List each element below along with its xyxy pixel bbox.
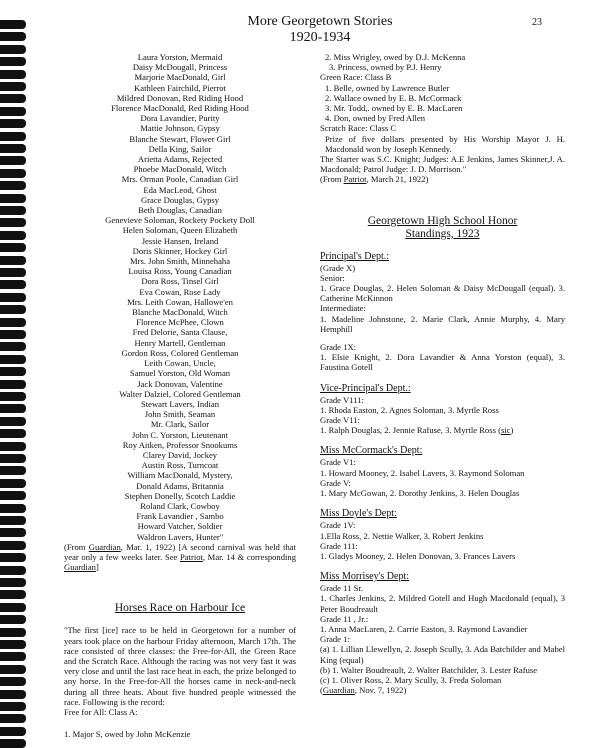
grade-ix-label: Grade 1X:	[320, 342, 357, 353]
costume-entry: Jessie Hansen, Ireland	[141, 235, 219, 246]
binding-ring	[0, 491, 26, 500]
source-pre: (From	[64, 541, 89, 552]
binding-ring	[0, 305, 26, 314]
page-title	[190, 14, 450, 46]
class-b-item: 3. Mr. Todd,. owned by E. B. MacLaren	[325, 103, 463, 114]
binding-ring	[0, 243, 26, 252]
costume-entry: Leith Cowan, Uncle,	[144, 358, 216, 369]
costume-entry: Frank Lavandier , Sambo	[136, 511, 224, 522]
costume-entry: Roland Clark, Cowboy	[140, 500, 220, 511]
binding-ring	[0, 70, 26, 79]
binding-ring	[0, 541, 26, 550]
binding-ring	[0, 640, 26, 649]
binding-ring	[0, 677, 26, 686]
costume-entry: Dora Ross, Tinsel Girl	[141, 276, 219, 287]
binding-ring	[0, 218, 26, 227]
costume-entry: Samuel Yorston, Old Woman	[129, 368, 231, 379]
morrisey-line: Grade 11 Sr.	[320, 583, 363, 594]
sic-close: )	[510, 425, 514, 436]
costume-entry: Florence MacDonald, Red Riding Hood	[111, 103, 249, 114]
honor-source	[320, 685, 565, 695]
costume-entry: Eda MacLeod, Ghost	[143, 184, 217, 195]
vice-principal-dept-lines	[320, 395, 565, 436]
honor-title-line-2: Standings, 1923	[405, 227, 480, 240]
principal-line: Intermediate:	[320, 303, 366, 314]
binding-ring	[0, 45, 26, 54]
binding-ring	[0, 256, 26, 265]
principal-line: (Grade X)	[320, 262, 356, 273]
vice-line	[320, 415, 565, 425]
race-source-pre: (From	[320, 174, 344, 185]
morrisey-line: Grade 1:	[320, 634, 350, 645]
binding-ring	[0, 466, 26, 475]
costume-entry: Della King, Sailor	[148, 143, 212, 154]
binding-ring	[0, 330, 26, 339]
mccormack-line: 1. Howard Mooney, 2. Isabel Lavers, 3. Raymond Soloman	[320, 467, 525, 478]
binding-ring	[0, 603, 26, 612]
source-mid2: , Mar. 14 & corresponding	[202, 551, 296, 562]
binding-ring	[0, 504, 26, 513]
binding-ring	[0, 380, 26, 389]
class-a-item-2: 2. Miss Wrigley, owed by D.J. McKenna	[325, 52, 466, 62]
costume-entry: Mrs. Leith Cowan, Hallowe'en	[127, 296, 233, 307]
costume-entry: Genevieve Soloman, Rockety Pockety Doll	[105, 215, 255, 226]
page-title-line-1: More Georgetown Stories	[247, 14, 393, 29]
binding-ring	[0, 392, 26, 401]
vice-line-text: 1. Ralph Douglas, 2. Jennie Rafuse, 3. Myrtle Ross (	[320, 425, 501, 436]
binding-ring	[0, 578, 26, 587]
mccormack-line: Grade V:	[320, 477, 351, 488]
race-source-patriot: Patriot	[343, 174, 367, 185]
binding-ring	[0, 132, 26, 141]
costume-entry: Walter Dalziel, Colored Gentleman	[119, 388, 241, 399]
binding-ring	[0, 206, 26, 215]
binding-ring	[0, 727, 26, 736]
morrisey-dept-title: Miss Morrisey's Dept:	[320, 571, 410, 583]
carnival-source-note	[64, 542, 296, 573]
costume-entry: Louisa Ross, Young Canadian	[128, 266, 232, 277]
honor-source-pre: (	[320, 685, 323, 696]
costume-entry: Dora Lavandier, Purity	[140, 113, 220, 124]
costume-entry: Mrs. Orman Poole, Canadian Girl	[121, 174, 239, 185]
costume-entry: Stewart Lavers, Indian	[140, 398, 220, 409]
costume-entry: William MacDonald, Mystery,	[127, 470, 233, 481]
costume-entry: Doris Skinner, Hockey Girl	[132, 245, 228, 256]
binding-ring	[0, 32, 26, 41]
costume-entry: Blanche Stewart, Flower Girl	[129, 133, 231, 144]
costume-entry: Daisy McDougall, Princess	[132, 62, 228, 73]
binding-ring	[0, 702, 26, 711]
mccormack-line: 1. Mary McGowan, 2. Dorothy Jenkins, 3. Helen Douglas	[320, 488, 520, 499]
morrisey-line: (c) 1. Oliver Ross, 2. Mary Scully, 3. Freda Soloman	[320, 674, 502, 685]
costume-entry: Clarey David, Jockey	[142, 449, 218, 460]
binding-ring	[0, 194, 26, 203]
costume-entry: Helen Soloman, Queen Elizabeth	[122, 225, 238, 236]
binding-ring	[0, 82, 26, 91]
costume-entry: Howard Vatcher, Soldier	[137, 521, 223, 532]
morrisey-line: (a) 1. Lillian Llewellyn, 2. Joseph Scully, 3. Ada Batchilder and Mabel King (equal)	[320, 644, 565, 665]
page-number: 23	[532, 17, 542, 28]
binding-ring	[0, 566, 26, 575]
class-a-item-3: 3. Princess, owned by P.J. Henry	[329, 62, 442, 73]
binding-ring	[0, 169, 26, 178]
costume-entry: Waldron Lavers, Hunter"	[136, 531, 224, 542]
binding-ring	[0, 553, 26, 562]
vice-line	[320, 395, 565, 405]
morrisey-line: (b) 1. Walter Boudreault, 2. Walter Batchilder, 3. Lester Rafuse	[320, 664, 538, 675]
costume-entry: Blanche MacDonald, Witch	[132, 307, 228, 318]
binding-ring	[0, 739, 26, 748]
source-guardian: Guardian	[88, 541, 121, 552]
costume-entry: Florence McPhee, Clown	[136, 317, 224, 328]
costume-entry: Gordon Ross, Colored Gentleman	[121, 347, 239, 358]
source-mid: , Mar. 1, 1922) [A second carnival was held that year only a few weeks later. See	[64, 541, 296, 562]
principal-dept-title: Principal's Dept.:	[320, 250, 390, 262]
costume-entry: Donald Adams, Britannia	[136, 480, 224, 491]
starter-text: The Starter was S.C. Knight; Judges: A.E Jenkins, James Skinner,J. A. Macdonald; Patrol Judge: J. D. Morrison."	[320, 154, 565, 175]
binding-ring	[0, 615, 26, 624]
doyle-line: Grade 111:	[320, 540, 358, 551]
race-source-post: , March 21, 1922)	[366, 174, 429, 185]
binding-ring	[0, 652, 26, 661]
binding-ring	[0, 404, 26, 413]
class-b-list	[320, 83, 565, 124]
costume-entry: Kathleen Fairchild, Pierrot	[134, 82, 226, 93]
binding-ring	[0, 714, 26, 723]
class-a-label: Free for All: Class A:	[64, 706, 138, 717]
binding-ring	[0, 280, 26, 289]
costume-entry: Mattie Johnson, Gypsy	[140, 123, 220, 134]
class-b-item: 4. Don, owned by Fred Allen	[325, 113, 426, 124]
principal-line: Senior:	[320, 272, 345, 283]
binding-ring	[0, 20, 26, 29]
morrisey-dept-lines	[320, 583, 565, 685]
class-b-label: Green Race: Class B	[320, 72, 392, 83]
mccormack-line: Grade V1:	[320, 457, 356, 468]
binding-ring	[0, 429, 26, 438]
binding-ring	[0, 479, 26, 488]
spiral-binding	[0, 0, 26, 746]
costume-entry: Mrs. John Smith, Minnehaha	[129, 256, 231, 267]
doyle-dept-title: Miss Doyle's Dept:	[320, 508, 397, 520]
vice-line-text: Grade V111:	[320, 394, 364, 405]
binding-ring	[0, 144, 26, 153]
source-guardian-2: Guardian	[64, 562, 96, 573]
binding-ring	[0, 355, 26, 364]
honor-source-post: , Nov. 7, 1922)	[354, 685, 407, 696]
class-b-item: 1. Belle, owned by Lawrence Butler	[325, 82, 450, 93]
vice-principal-dept-title: Vice-Principal's Dept.:	[320, 382, 411, 394]
costume-entry: Eva Cowan, Rose Lady	[139, 286, 221, 297]
costume-entry: Grace Douglas, Gypsy	[140, 194, 220, 205]
binding-ring	[0, 516, 26, 525]
binding-ring	[0, 590, 26, 599]
binding-ring	[0, 417, 26, 426]
binding-ring	[0, 690, 26, 699]
binding-ring	[0, 268, 26, 277]
binding-ring	[0, 181, 26, 190]
horses-race-text: "The first [ice] race to be held in Georgetown for a number of years took place on the harbour Friday afternoon, March 17th. The race consisted of three classes: the Free-for-All, the Green Race and the Scratch Race. Although the racing was not very fast it was very close and until the last race heat in each, the prize belonged to any horse. In the Free-for-All the horses came in neck-and-neck during all three heats. About five hundred people witnessed the race. Following is the record:	[64, 625, 296, 707]
doyle-dept-lines	[320, 520, 565, 561]
principal-line: 1. Grace Douglas, 2. Helen Soloman & Daisy McDougall (equal). 3. Catherine McKinnon	[320, 283, 565, 304]
race-source	[320, 174, 565, 184]
binding-ring	[0, 119, 26, 128]
costume-entry: Phoebe MacDonald, Witch	[133, 164, 227, 175]
binding-ring	[0, 454, 26, 463]
source-patriot: Patriot	[179, 551, 203, 562]
binding-ring	[0, 442, 26, 451]
costume-entry: Arietta Adams, Rejected	[137, 154, 223, 165]
right-column	[320, 52, 565, 695]
binding-ring	[0, 665, 26, 674]
costume-entry: Austin Ross, Turncoat	[141, 460, 219, 471]
honor-standings-title	[320, 215, 565, 241]
mccormack-dept-title: Miss McCormack's Dept:	[320, 445, 423, 457]
principal-line: 1. Madeline Johnstone, 2. Marie Clark, Annie Murphy, 4. Mary Hemphill	[320, 313, 565, 334]
binding-ring	[0, 156, 26, 165]
class-c-label: Scratch Race: Class C	[320, 123, 397, 134]
left-column	[64, 52, 296, 739]
binding-ring	[0, 231, 26, 240]
horses-race-title: Horses Race on Harbour Ice	[114, 602, 246, 615]
doyle-line: 1.Ella Ross, 2. Nettie Walker, 3. Robert Jenkins	[320, 530, 484, 541]
costume-entry: Mr. Clark, Sailor	[150, 419, 210, 430]
costume-entry: Fred Delorie, Santa Clause,	[132, 327, 228, 338]
costume-entry: Henry Martell, Gentleman	[134, 337, 226, 348]
costume-entry: Roy Aitken, Professor Snookums	[122, 439, 238, 450]
doyle-line: Grade 1V:	[320, 520, 356, 531]
sic-mark: sic	[500, 425, 511, 436]
costume-entry: John Smith, Seaman	[144, 409, 216, 420]
costume-entry: Laura Yorston, Mermaid	[137, 52, 223, 62]
costume-entry: Marjorie MacDonald, Girl	[134, 72, 226, 83]
binding-ring	[0, 628, 26, 637]
prize-text: Prize of five dollars presented by His Worship Mayor J. H. Macdonald won by Joseph Kennedy.	[325, 133, 565, 154]
binding-ring	[0, 367, 26, 376]
honor-title-line-1: Georgetown High School Honor	[367, 214, 518, 227]
source-post: ]	[95, 562, 99, 573]
binding-ring	[0, 318, 26, 327]
mccormack-dept-lines	[320, 457, 565, 498]
vice-line	[320, 425, 565, 435]
costume-entry: Stephen Donelly, Scotch Laddie	[124, 490, 236, 501]
doyle-line: 1. Gladys Mooney, 2. Helen Donovan, 3. Frances Lavers	[320, 550, 516, 561]
honor-source-guardian: Guardian	[322, 685, 355, 696]
morrisey-line: 1. Anna MacLaren, 2. Carrie Easton, 3. Raymond Lavandier	[320, 623, 528, 634]
vice-line-text: 1. Rhoda Easton, 2. Agnes Soloman, 3. Myrtle Ross	[320, 404, 499, 415]
grade-ix-line: 1. Elsie Knight, 2. Dora Lavandier & Anna Yorston (equal), 3. Faustina Gotell	[320, 352, 565, 373]
vice-line-text: Grade V11:	[320, 415, 360, 426]
vice-line	[320, 405, 565, 415]
binding-ring	[0, 293, 26, 302]
page-title-line-2: 1920-1934	[289, 30, 351, 45]
binding-ring	[0, 342, 26, 351]
class-b-item: 2. Wallace owned by E. B. McCormack	[325, 92, 462, 103]
principal-dept-lines	[320, 263, 565, 334]
binding-ring	[0, 94, 26, 103]
morrisey-line: Grade 11 , Jr.:	[320, 613, 369, 624]
costume-entry: Mildred Donovan, Red Riding Hood	[116, 92, 244, 103]
costume-entry: Beth Douglas, Canadian	[138, 205, 222, 216]
costume-list	[64, 52, 296, 542]
costume-entry: John C. Yorston, Lieutenant	[132, 429, 228, 440]
costume-entry: Jack Donovan, Valentine	[137, 378, 223, 389]
class-a-item-1: 1. Major S, owed by John McKenzie	[64, 729, 191, 740]
binding-ring	[0, 528, 26, 537]
morrisey-line: 1. Charles Jenkins, 2. Mildred Gotell and Hugh Macdonald (equal), 3 Peter Boudreault	[320, 593, 565, 614]
binding-ring	[0, 57, 26, 66]
binding-ring	[0, 107, 26, 116]
